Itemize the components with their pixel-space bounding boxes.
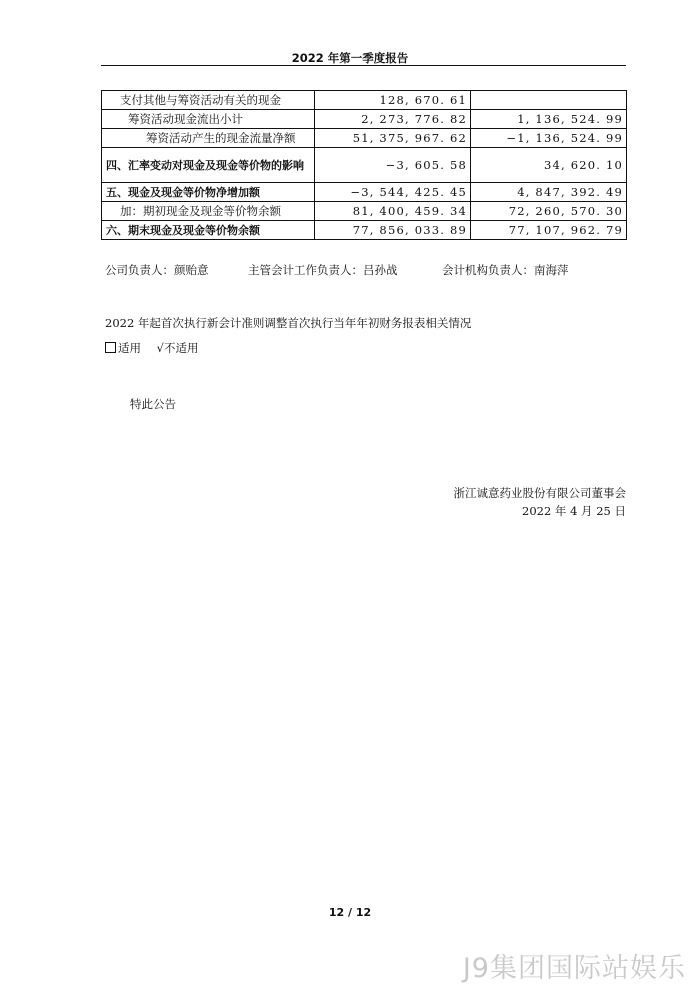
row-label: 六、期末现金及现金等价物余额 [102,221,315,240]
report-header-title: 2022 年第一季度报告 [291,51,409,65]
signature-date: 2022 年 4 月 25 日 [522,504,626,518]
check-mark-icon: √ [156,341,164,355]
unchecked-box-icon [105,342,116,353]
previous-period-value: 77, 107, 962. 79 [471,221,627,240]
watermark-text: J9集团国际站娱乐 [462,953,686,984]
previous-period-value: −1, 136, 524. 99 [471,129,627,148]
current-period-value: −3, 605. 58 [315,148,471,183]
previous-period-value: 34, 620. 10 [471,148,627,183]
table-row [102,110,627,129]
previous-period-value: 4, 847, 392. 49 [471,183,627,202]
applicable-label: 适用 [118,341,141,355]
previous-period-value: 1, 136, 524. 99 [471,110,627,129]
row-label: 五、现金及现金等价物净增加额 [102,183,315,202]
not-applicable-label: 不适用 [163,341,199,355]
company-head-signer: 公司负责人：颜贻意 [105,263,209,277]
table-row [102,129,627,148]
table-row [102,148,627,183]
current-period-value: −3, 544, 425. 45 [315,183,471,202]
current-period-value: 2, 273, 776. 82 [315,110,471,129]
current-period-value: 51, 375, 967. 62 [315,129,471,148]
current-period-value: 81, 400, 459. 34 [315,202,471,221]
table-row [102,202,627,221]
board-signature: 浙江诚意药业股份有限公司董事会 [453,486,626,500]
row-label: 加：期初现金及现金等价物余额 [102,202,315,221]
row-label: 筹资活动现金流出小计 [102,110,315,129]
table-row [102,221,627,240]
row-label: 筹资活动产生的现金流量净额 [102,129,315,148]
table-row [102,91,627,110]
previous-period-value [471,91,627,110]
previous-period-value: 72, 260, 570. 30 [471,202,627,221]
accounting-org-head-signer: 会计机构负责人：南海萍 [442,263,569,277]
cash-flow-table [101,90,627,240]
table-row [102,183,627,202]
accounting-head-signer: 主管会计工作负责人：吕孙战 [248,263,398,277]
current-period-value: 128, 670. 61 [315,91,471,110]
page-number: 12 / 12 [328,906,372,919]
announcement-text: 特此公告 [130,397,176,411]
row-label: 四、汇率变动对现金及现金等价物的影响 [102,148,315,183]
applicability-options [105,340,198,356]
current-period-value: 77, 856, 033. 89 [315,221,471,240]
row-label: 支付其他与筹资活动有关的现金 [102,91,315,110]
header-divider [101,65,626,66]
policy-note: 2022 年起首次执行新会计准则调整首次执行当年年初财务报表相关情况 [105,316,472,330]
